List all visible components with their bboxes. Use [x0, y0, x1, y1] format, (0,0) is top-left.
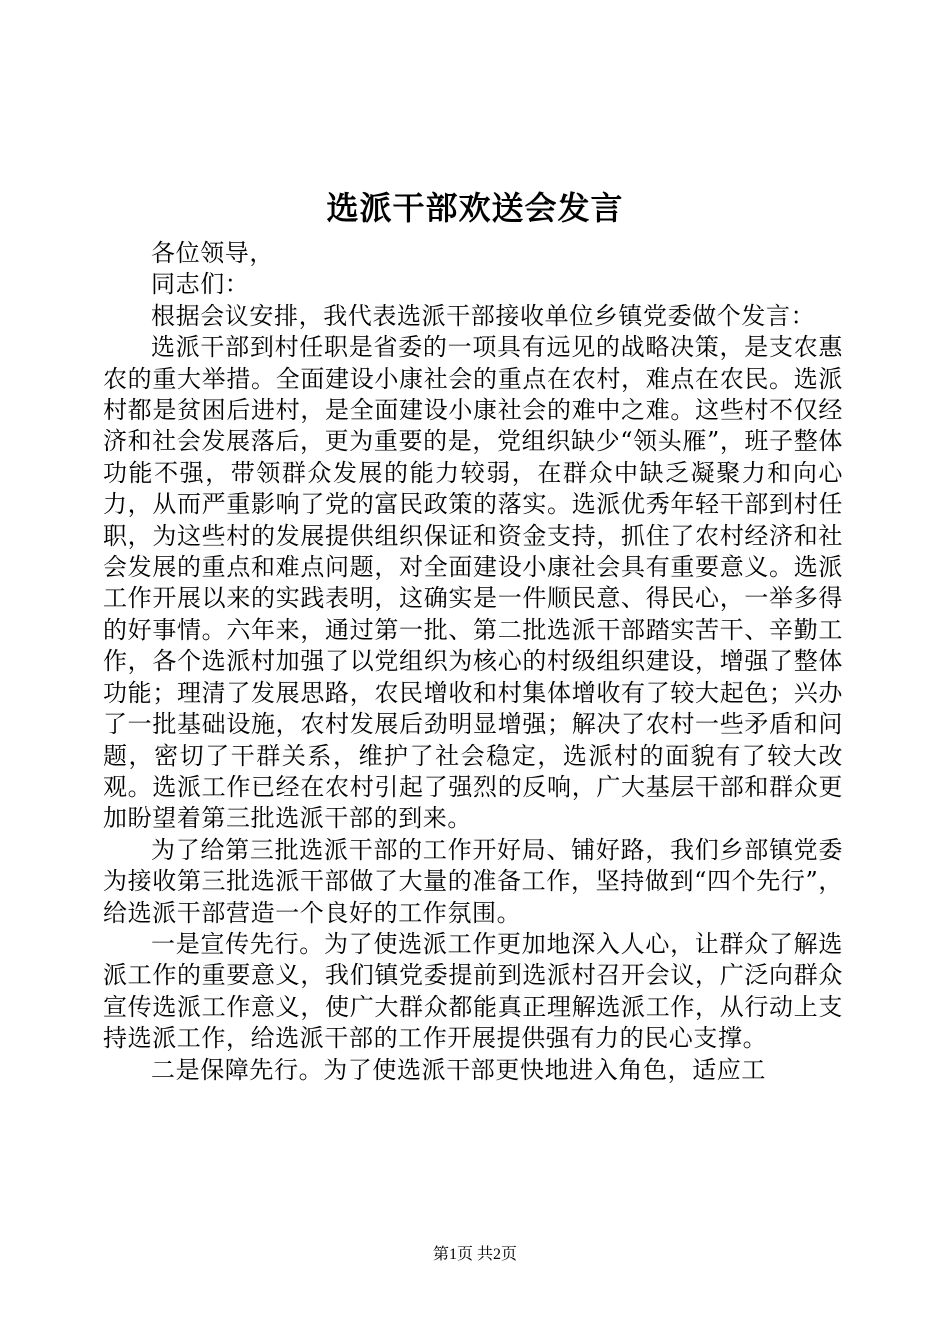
document-title: 选派干部欢送会发言 [326, 189, 624, 227]
paragraph-significance: 选派干部到村任职是省委的一项具有远见的战略决策，是支农惠农的重大举措。全面建设小康社会的重点在农村，难点在农民。选派村都是贫困后进村，是全面建设小康社会的难中之难。这些村不仅经济和社会发展落后，更为重要的是，党组织缺少“领头雁”，班子整体功能不强，带领群众发展的能力较弱，在群众中缺乏凝聚力和向心力，从而严重影响了党的富民政策的落实。选派优秀年轻干部到村任职，为这些村的发展提供组织保证和资金支持，抓住了农村经济和社会发展的重点和难点问题，对全面建设小康社会具有重要意义。选派工作开展以来的实践表明，这确实是一件顺民意、得民心，一举多得的好事情。六年来，通过第一批、第二批选派干部踏实苦干、辛勤工作，各个选派村加强了以党组织为核心的村级组织建设，增强了整体功能；理清了发展思路，农民增收和村集体增收有了较大起色；兴办了一批基础设施，农村发展后劲明显增强；解决了农村一些矛盾和问题，密切了干群关系，维护了社会稳定，选派村的面貌有了较大改观。选派工作已经在农村引起了强烈的反响，广大基层干部和群众更加盼望着第三批选派干部的到来。 [103, 333, 843, 833]
document-body [103, 238, 843, 1086]
paragraph-guarantee: 二是保障先行。为了使选派干部更快地进入角色，适应工 [151, 1055, 766, 1084]
page-number-footer: 第1页 共2页 [432, 1246, 517, 1263]
paragraph-preparation: 为了给第三批选派干部的工作开好局、铺好路，我们乡部镇党委为接收第三批选派干部做了大量的准备工作，坚持做到“四个先行”，给选派干部营造一个良好的工作氛围。 [103, 835, 843, 927]
paragraph-publicity: 一是宣传先行。为了使选派工作更加地深入人心，让群众了解选派工作的重要意义，我们镇党委提前到选派村召开会议，广泛向群众宣传选派工作意义，使广大群众都能真正理解选派工作，从行动上支持选派工作，给选派干部的工作开展提供强有力的民心支撑。 [103, 929, 843, 1053]
salutation-comrades: 同志们： [151, 270, 250, 299]
paragraph-intro: 根据会议安排，我代表选派干部接收单位乡镇党委做个发言： [151, 301, 816, 330]
salutation-leaders: 各位领导， [151, 239, 274, 267]
